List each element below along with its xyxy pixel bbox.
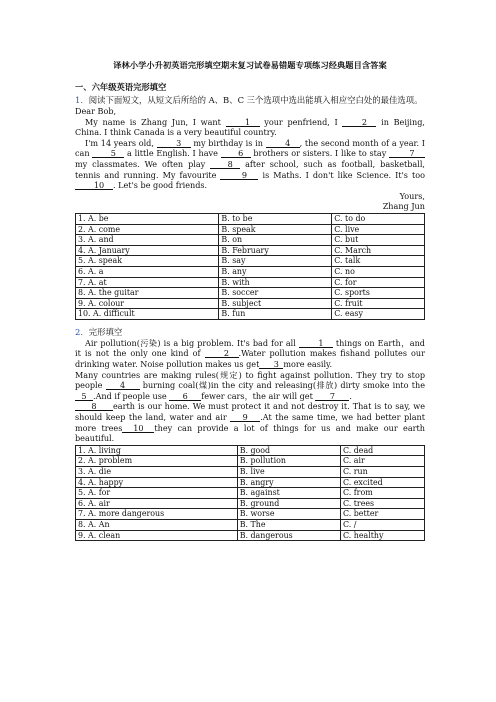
option-b: B. subject xyxy=(219,298,332,309)
option-row xyxy=(76,235,425,246)
option-c: C. to do xyxy=(332,213,425,224)
q1-number: 1． xyxy=(75,95,89,105)
option-a: 8. A. the guitar xyxy=(76,288,219,299)
option-b: B. February xyxy=(219,245,332,256)
q1-options-table xyxy=(75,213,425,320)
blank-6: 6 xyxy=(221,149,251,158)
passage-text: your penfriend, I xyxy=(259,116,343,127)
option-c: C. fruit xyxy=(332,298,425,309)
option-a: 10. A. difficult xyxy=(76,309,219,320)
option-b: B. dangerous xyxy=(237,530,340,541)
option-row xyxy=(76,477,425,488)
passage-text: earth is our home. We must protect it and not destroy it. That is to say, we should keep the land, water and air xyxy=(75,401,425,423)
option-b: B. good xyxy=(237,445,340,456)
option-a: 8. A. An xyxy=(76,519,238,530)
option-c: C. run xyxy=(340,467,424,478)
blank-2: 2 xyxy=(342,118,376,127)
option-b: B. ground xyxy=(237,498,340,509)
option-a: 4. A. happy xyxy=(76,477,238,488)
q1-instruction: 1．阅读下面短文，从短文后所给的 A、B、C 三个选项中选出能填入相应空白处的最佳选项。 xyxy=(75,95,423,105)
option-a: 7. A. at xyxy=(76,277,219,288)
option-b: B. on xyxy=(219,235,332,246)
option-a: 2. A. problem xyxy=(76,456,238,467)
passage-text: brothers or sisters. I like to stay xyxy=(250,148,389,159)
option-row xyxy=(76,488,425,499)
option-row xyxy=(76,245,425,256)
passage-text: more easily. xyxy=(283,359,333,370)
option-row xyxy=(76,266,425,277)
option-a: 3. A. and xyxy=(76,235,219,246)
option-a: 5. A. for xyxy=(76,488,238,499)
blank-5: 5 xyxy=(92,149,124,158)
q1-closing: Yours, xyxy=(399,190,425,201)
blank-1: 1 xyxy=(226,118,260,127)
passage-text: Air pollution(污染) is a big problem. It's bad for all xyxy=(85,337,299,348)
passage-text: my birthday is in xyxy=(190,137,266,148)
blank-8: 8 xyxy=(75,402,113,411)
option-c: C. easy xyxy=(332,309,425,320)
option-a: 9. A. clean xyxy=(76,530,238,541)
option-b: B. pollution xyxy=(237,456,340,467)
option-b: B. against xyxy=(237,488,340,499)
option-b: B. say xyxy=(219,256,332,267)
option-c: C. air xyxy=(340,456,424,467)
blank-1: 1 xyxy=(299,339,333,348)
option-a: 4. A. January xyxy=(76,245,219,256)
option-c: C. live xyxy=(332,224,425,235)
blank-7: 7 xyxy=(389,149,425,158)
option-a: 2. A. come xyxy=(76,224,219,235)
option-b: B. angry xyxy=(237,477,340,488)
option-row xyxy=(76,256,425,267)
option-c: C. sports xyxy=(332,288,425,299)
option-row xyxy=(76,445,425,456)
blank-10: 10 xyxy=(122,424,154,433)
document-page xyxy=(75,60,425,541)
option-a: 6. A. air xyxy=(76,498,238,509)
blank-3: 3 xyxy=(157,139,191,148)
passage-text: , the second month of a year. I can xyxy=(75,137,425,159)
passage-text: burning coal(煤)in the city and releasing(排放) dirty smoke into the xyxy=(139,380,425,391)
option-b: B. soccer xyxy=(219,288,332,299)
option-b: B. The xyxy=(237,519,340,530)
option-row xyxy=(76,309,425,320)
blank-5: 5 xyxy=(75,392,93,401)
q1-greeting: Dear Bob, xyxy=(75,106,117,116)
option-c: C. excited xyxy=(340,477,424,488)
option-b: B. to be xyxy=(219,213,332,224)
option-c: C. trees xyxy=(340,498,424,509)
passage-text: I'm 14 years old, xyxy=(85,137,157,148)
option-b: B. worse xyxy=(237,509,340,520)
option-a: 3. A. die xyxy=(76,467,238,478)
option-c: C. for xyxy=(332,277,425,288)
option-c: C. from xyxy=(340,488,424,499)
option-a: 7. A. more dangerous xyxy=(76,509,238,520)
option-row xyxy=(76,213,425,224)
blank-6: 6 xyxy=(169,392,201,401)
passage-text: they can provide a lot of things for us and make our earth beautiful. xyxy=(75,422,425,444)
option-a: 5. A. speak xyxy=(76,256,219,267)
option-c: C. but xyxy=(332,235,425,246)
q2-number: 2． xyxy=(75,326,89,337)
blank-4: 4 xyxy=(266,139,300,148)
q2-instruction: 2．完形填空 xyxy=(75,326,123,337)
blank-10: 10 xyxy=(75,181,113,190)
option-a: 1. A. be xyxy=(76,213,219,224)
option-row xyxy=(76,277,425,288)
q1-signature: Zhang Jun xyxy=(382,201,425,212)
option-c: C. healthy xyxy=(340,530,424,541)
passage-text: in Beijing, China. I think Canada is a very beautiful country. xyxy=(75,116,425,138)
option-c: C. talk xyxy=(332,256,425,267)
passage-text: .And if people use xyxy=(93,390,170,401)
option-a: 9. A. colour xyxy=(76,298,219,309)
q1-paragraph-2 xyxy=(75,138,425,191)
passage-text: .Water pollution makes fishand pollutes our drinking water. Noise pollution makes us get xyxy=(75,348,425,370)
option-row xyxy=(76,288,425,299)
passage-text: fewer cars，the air will get xyxy=(201,390,316,401)
option-c: C. / xyxy=(340,519,424,530)
option-b: B. fun xyxy=(219,309,332,320)
passage-text: . Let's be good friends. xyxy=(113,180,208,191)
blank-9: 9 xyxy=(230,413,260,422)
option-row xyxy=(76,224,425,235)
option-c: C. no xyxy=(332,266,425,277)
blank-4: 4 xyxy=(106,381,140,390)
option-a: 6. A. a xyxy=(76,266,219,277)
blank-7: 7 xyxy=(315,392,349,401)
option-row xyxy=(76,519,425,530)
passage-text: is Maths. I don't like Science. It's too xyxy=(258,169,425,180)
q2-paragraph-3 xyxy=(75,401,425,443)
option-row xyxy=(76,467,425,478)
blank-2: 2 xyxy=(205,349,239,358)
option-row xyxy=(76,530,425,541)
blank-3: 3 xyxy=(259,360,283,369)
passage-text: a little English. I have xyxy=(124,148,221,159)
passage-text: My name is Zhang Jun, I want xyxy=(85,116,226,127)
option-b: B. speak xyxy=(219,224,332,235)
option-row xyxy=(76,298,425,309)
option-c: C. dead xyxy=(340,445,424,456)
option-b: B. with xyxy=(219,277,332,288)
option-a: 1. A. living xyxy=(76,445,238,456)
option-row xyxy=(76,456,425,467)
q2-paragraph-2 xyxy=(75,370,425,402)
blank-8: 8 xyxy=(210,160,240,169)
q2-paragraph-1 xyxy=(75,338,425,370)
passage-text: my classmates. We often play xyxy=(75,158,211,169)
q2-options-table xyxy=(75,445,425,541)
option-b: B. live xyxy=(237,467,340,478)
option-c: C. March xyxy=(332,245,425,256)
passage-text: Many countries are making rules(规定) to fight against pollution. They try to stop people xyxy=(75,369,425,391)
option-b: B. any xyxy=(219,266,332,277)
option-c: C. better xyxy=(340,509,424,520)
passage-text: after school, such as football, basketball, tennis and running. My favourite xyxy=(75,158,425,180)
page-title: 译林小学小升初英语完形填空期末复习试卷易错题专项练习经典题目含答案 xyxy=(113,60,387,70)
passage-text: things on Earth，and it is not the only one kind of xyxy=(75,337,425,359)
blank-9: 9 xyxy=(220,171,258,180)
passage-text: .At the same time, we had better plant more trees xyxy=(75,412,426,433)
option-row xyxy=(76,498,425,509)
section-heading: 一、六年级英语完形填空 xyxy=(75,82,167,92)
option-row xyxy=(76,509,425,520)
passage-text: . xyxy=(349,390,352,401)
q1-paragraph-1 xyxy=(75,117,425,138)
